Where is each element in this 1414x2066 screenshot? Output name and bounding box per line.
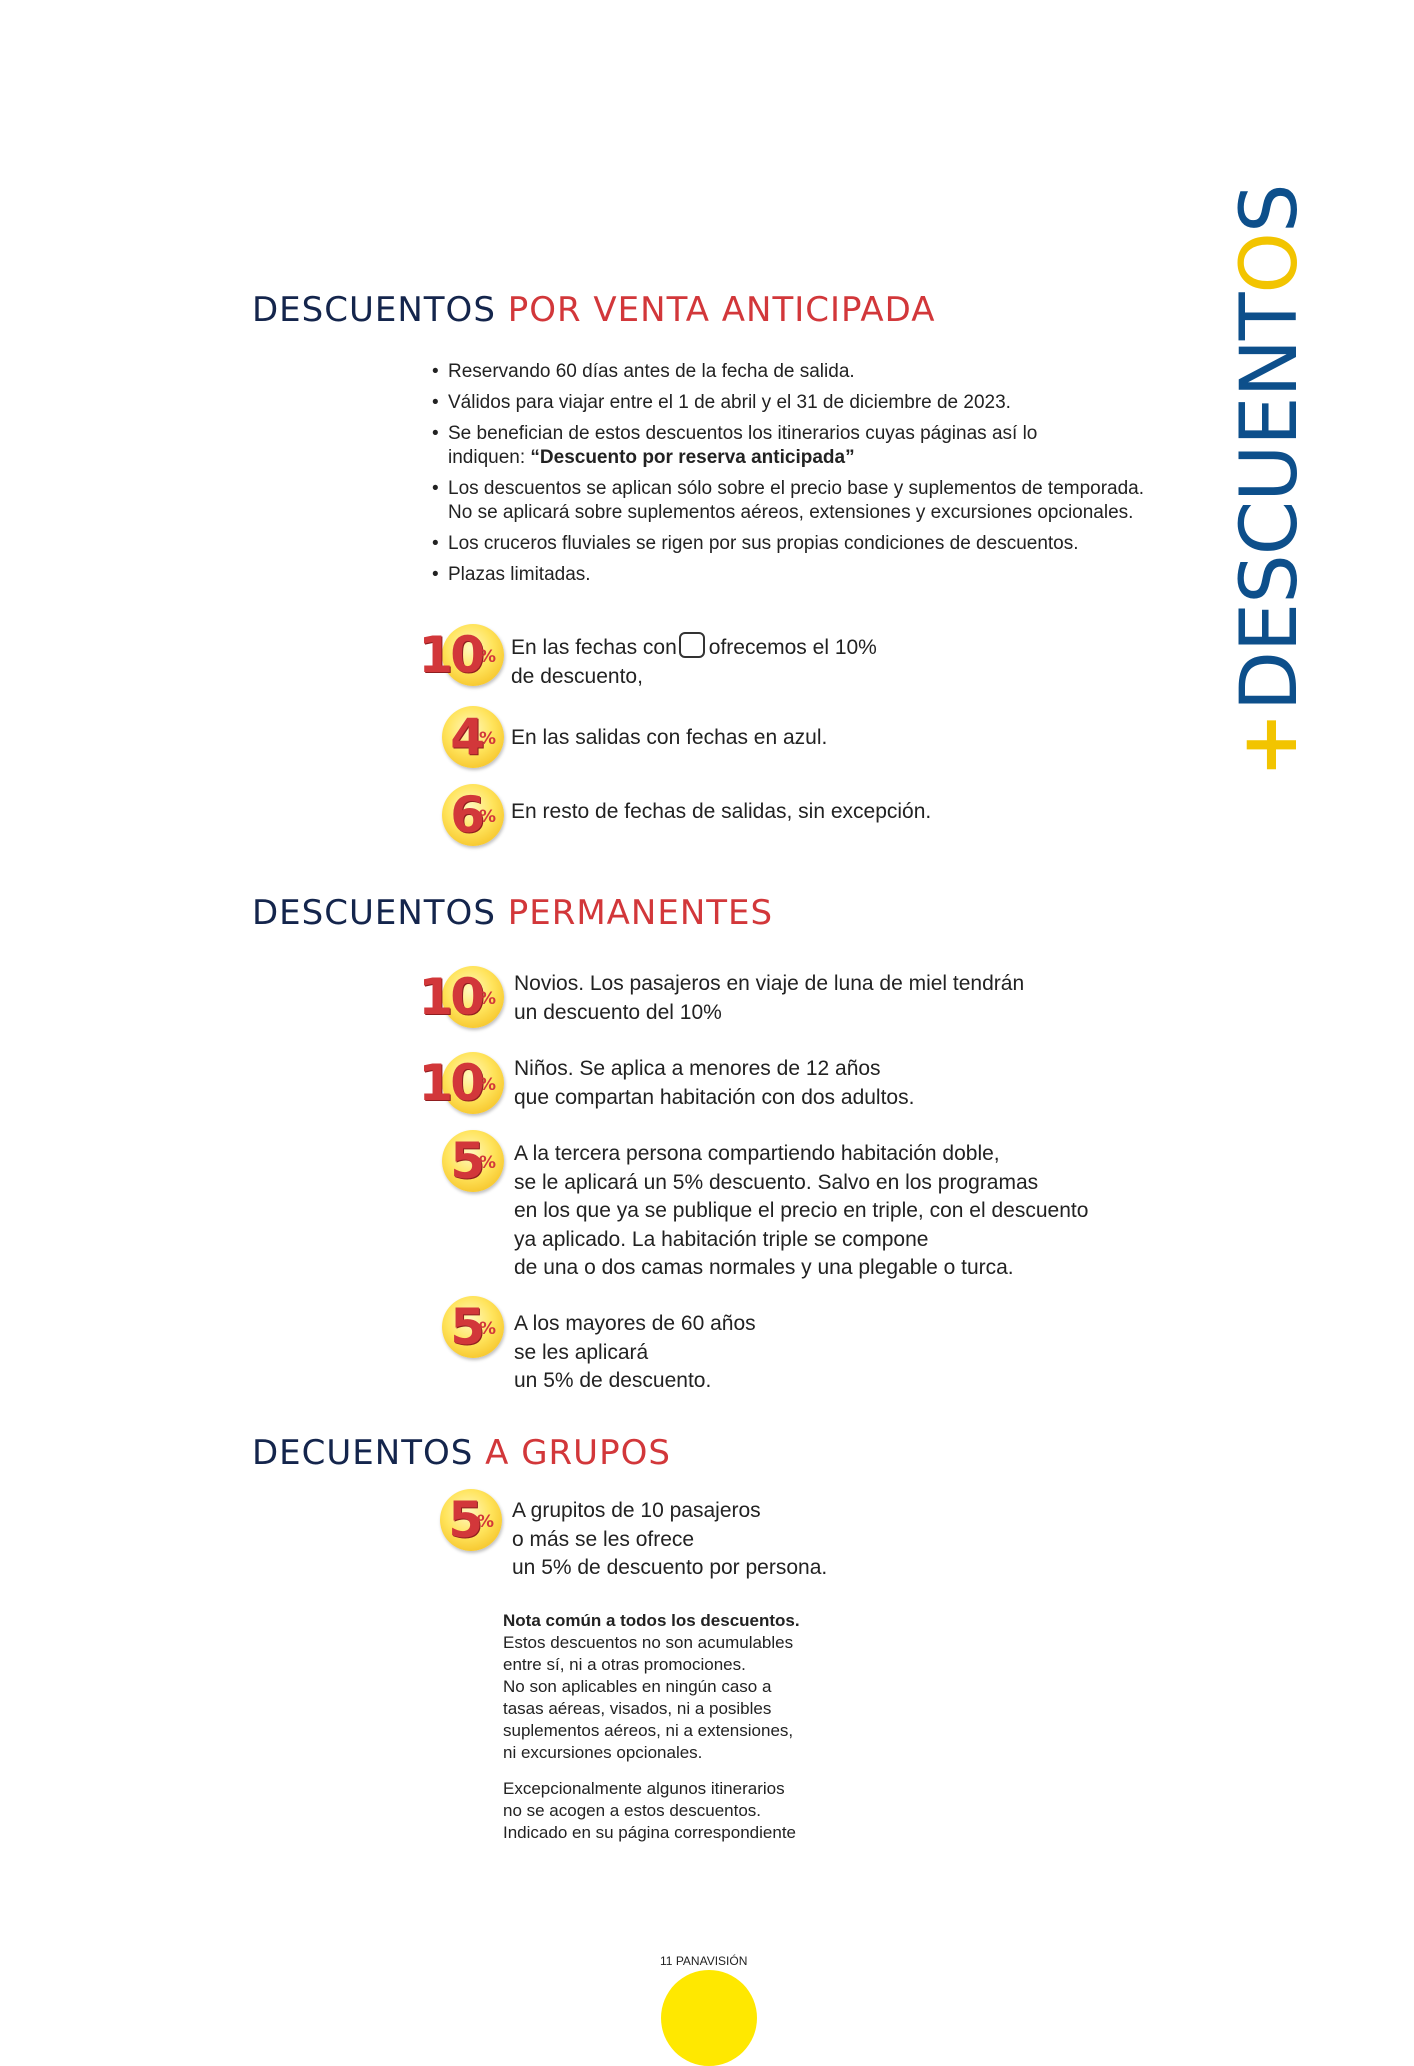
- list-item: • Los descuentos se aplican sólo sobre el precio base y suplementos de temporada. No se aplicará sobre suplementos aéreos, extensiones y excursiones opcionales.: [432, 477, 1192, 525]
- badge-unit: %: [478, 989, 496, 1009]
- badge-unit: %: [478, 1075, 496, 1095]
- badge-value: 10: [418, 626, 482, 684]
- note-line: No son aplicables en ningún caso a: [503, 1677, 772, 1696]
- list-item: • Válidos para viajar entre el 1 de abril y el 31 de diciembre de 2023.: [432, 391, 1192, 415]
- vertical-brand-title: [1225, 184, 1315, 778]
- heading-part-red: PERMANENTES: [507, 893, 774, 933]
- note-line: tasas aéreas, visados, ni a posibles: [503, 1699, 772, 1718]
- note-line: suplementos aéreos, ni a extensiones,: [503, 1721, 794, 1740]
- note-line: Indicado en su página correspondiente: [503, 1823, 796, 1842]
- footer-yellow-dot: [661, 1970, 757, 2066]
- discount-badge: [440, 784, 504, 848]
- badge-unit: %: [476, 1512, 494, 1532]
- heading-part-red: POR VENTA ANTICIPADA: [507, 290, 936, 330]
- note-line: no se acogen a estos descuentos.: [503, 1801, 762, 1820]
- badge-unit: %: [478, 1153, 496, 1173]
- discount-description: En resto de fechas de salidas, sin excepción.: [511, 800, 932, 823]
- discount-badge: [440, 1130, 504, 1194]
- list-item: • Se benefician de estos descuentos los itinerarios cuyas páginas así lo indiquen: “Descuento por reserva anticipada”: [432, 422, 1192, 470]
- discount-badge: [420, 1052, 504, 1116]
- note-title: Nota común a todos los descuentos.: [503, 1611, 800, 1630]
- note-line: ni excursiones opcionales.: [503, 1743, 703, 1762]
- list-item: • Plazas limitadas.: [432, 563, 1192, 587]
- note-line: Excepcionalmente algunos itinerarios: [503, 1779, 785, 1798]
- date-box-icon: [679, 632, 705, 658]
- discount-badge: [420, 624, 504, 688]
- heading-grupos: [252, 1433, 671, 1473]
- heading-part-blue: DESCUENTOS: [252, 893, 496, 933]
- discount-description: Niños. Se aplica a menores de 12 años que compartan habitación con dos adultos.: [514, 1057, 915, 1109]
- badge-value: 4: [450, 708, 482, 766]
- badge-unit: %: [478, 1319, 496, 1339]
- common-note: [503, 1610, 833, 1844]
- discount-badge: [438, 1489, 502, 1553]
- discount-description: A grupitos de 10 pasajeros o más se les ofrece un 5% de descuento por persona.: [512, 1499, 828, 1579]
- discount-description: En las salidas con fechas en azul.: [511, 726, 828, 749]
- badge-value: 5: [450, 1132, 482, 1190]
- conditions-list: [432, 360, 1192, 594]
- heading-part-blue: DESCUENTOS: [252, 290, 496, 330]
- vertical-word-accent: O: [1225, 233, 1315, 294]
- discount-badge: [440, 1296, 504, 1360]
- discount-description: En las fechas con ofrecemos el 10% de descuento,: [511, 632, 877, 691]
- badge-unit: %: [478, 807, 496, 827]
- discount-badge: [440, 706, 504, 770]
- discount-badge: [420, 966, 504, 1030]
- page-footer: [660, 1954, 747, 1968]
- badge-value: 6: [450, 786, 482, 844]
- badge-unit: %: [478, 729, 496, 749]
- vertical-word-end: S: [1225, 184, 1315, 234]
- discount-description: Novios. Los pasajeros en viaje de luna de miel tendrán un descuento del 10%: [514, 972, 1025, 1024]
- plus-sign: +: [1225, 713, 1315, 778]
- heading-part-blue: DECUENTOS: [252, 1433, 474, 1473]
- badge-value: 5: [448, 1491, 480, 1549]
- footer-brand: PANAVISIÓN: [675, 1954, 748, 1968]
- page-number: 11: [660, 1954, 673, 1968]
- heading-part-red: A GRUPOS: [485, 1433, 671, 1473]
- badge-unit: %: [478, 647, 496, 667]
- badge-value: 10: [418, 1054, 482, 1112]
- discount-description: A los mayores de 60 años se les aplicará un 5% de descuento.: [514, 1312, 756, 1392]
- note-line: Estos descuentos no son acumulables: [503, 1633, 794, 1652]
- badge-value: 10: [418, 968, 482, 1026]
- discount-description: A la tercera persona compartiendo habitación doble, se le aplicará un 5% descuento. Salvo en los programas en los que ya se publique el precio en triple, con el descuento ya aplicado. La habitación triple se compone de una o dos camas normales y una plegable o turca.: [514, 1142, 1089, 1279]
- list-item: • Reservando 60 días antes de la fecha de salida.: [432, 360, 1192, 384]
- list-item: • Los cruceros fluviales se rigen por sus propias condiciones de descuentos.: [432, 532, 1192, 556]
- heading-venta-anticipada: [252, 290, 935, 330]
- heading-permanentes: [252, 893, 773, 933]
- note-line: entre sí, ni a otras promociones.: [503, 1655, 746, 1674]
- badge-value: 5: [450, 1298, 482, 1356]
- vertical-word-main: DESCUENT: [1225, 293, 1315, 712]
